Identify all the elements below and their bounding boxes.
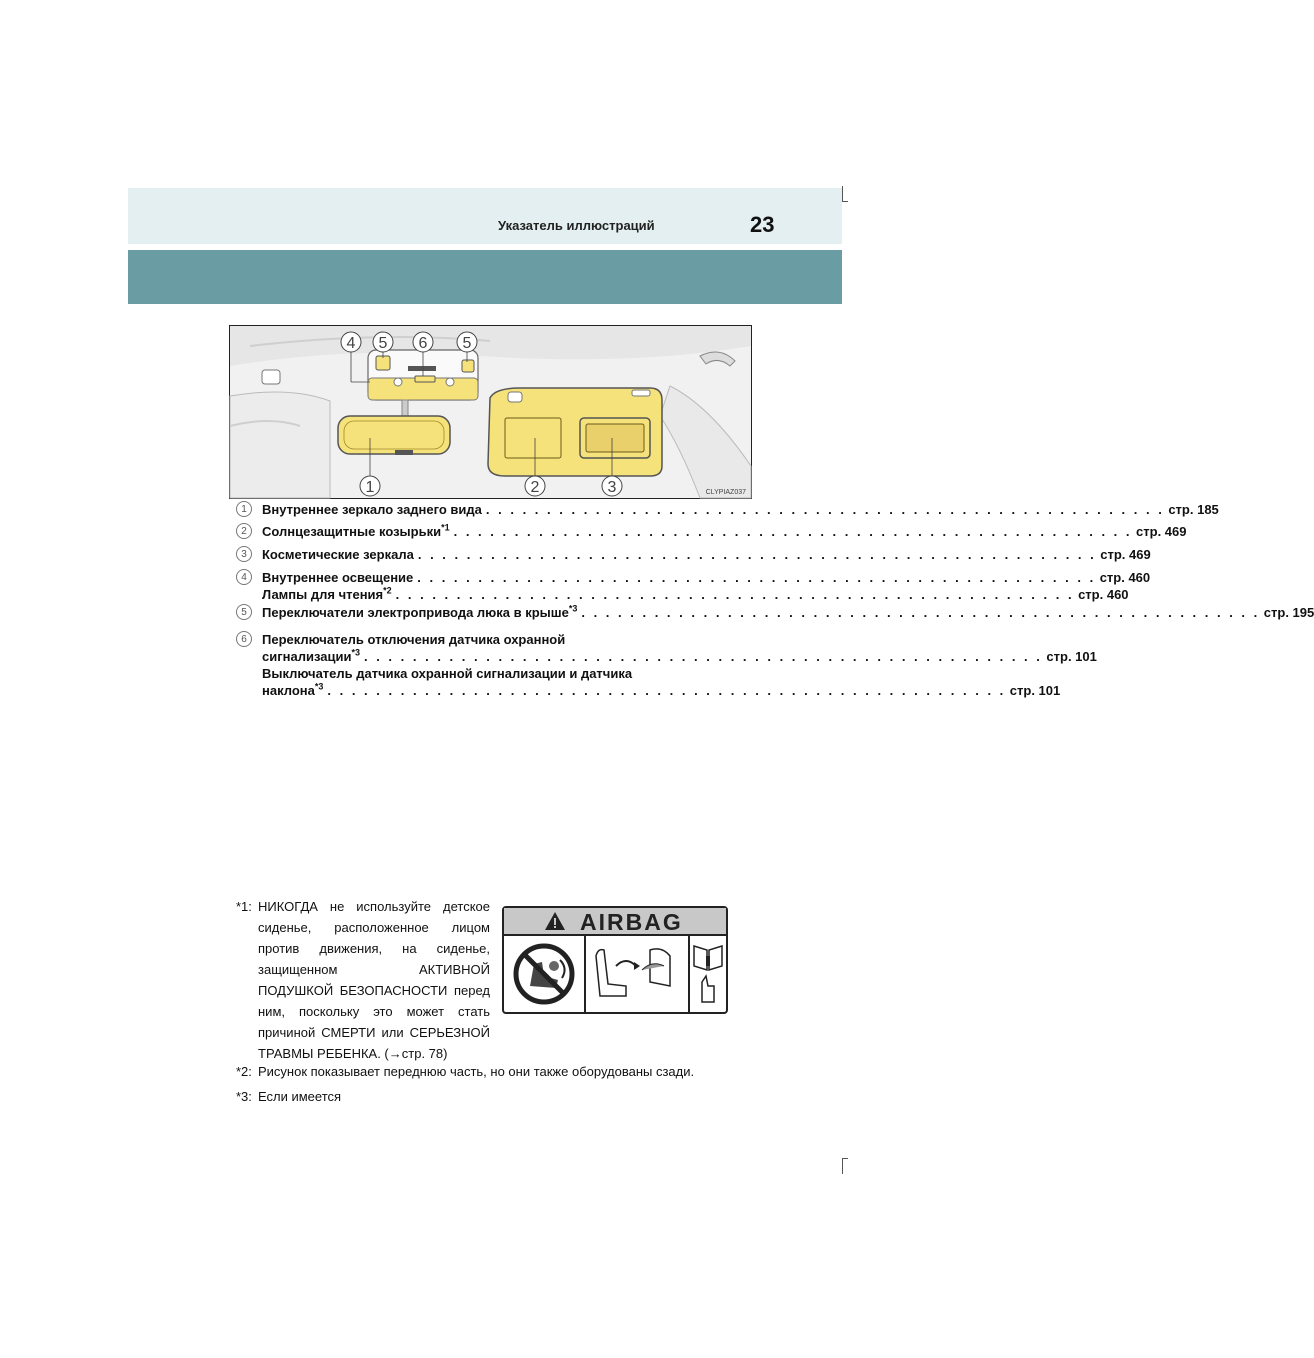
legend-text: Внутреннее освещение — [262, 570, 414, 585]
legend-item-5 — [236, 603, 1314, 622]
footnote-marker: *2: — [236, 1064, 252, 1079]
leader-dots: . . . . . . . . . . . . . . . . . . . . . . . . . . . . . . . . . . . . . . . . . . . . . . . . . . . . . . . . — [453, 524, 1133, 539]
legend-text: Внутреннее зеркало заднего вида — [262, 502, 482, 517]
legend-number-badge: 4 — [236, 569, 252, 585]
footnote-marker: *3: — [236, 1089, 252, 1104]
footnote-2 — [236, 1064, 694, 1079]
footnote-text: НИКОГДА не используйте детское сиденье, расположенное лицом против движения, на сиденье, защищенном АКТИВНОЙ ПОДУШКОЙ БЕЗОПАСНОСТИ перед ним, поскольку это может стать причиной СМЕРТИ или СЕРЬЕЗНОЙ ТРАВМЫ РЕБЕНКА. (→стр. 78) — [258, 899, 490, 1061]
footnote-reference: *1 — [441, 522, 450, 533]
callout-label: 1 — [365, 479, 375, 496]
footnote-text: Рисунок показывает переднюю часть, но они также оборудованы сзади. — [258, 1064, 695, 1079]
page-reference: стр. 469 — [1136, 524, 1187, 539]
page-reference: стр. 101 — [1046, 649, 1097, 664]
page-reference: стр. 195 — [1263, 605, 1314, 620]
overhead-console-illustration — [229, 325, 752, 499]
footnote-text: Если имеется — [258, 1089, 342, 1104]
footnote-reference: *3 — [351, 647, 360, 658]
airbag-warning-label — [502, 906, 728, 1014]
legend-line — [236, 647, 1097, 666]
callout-label: 2 — [530, 479, 540, 496]
page-reference: стр. 185 — [1168, 502, 1219, 517]
legend-text: Косметические зеркала — [262, 547, 414, 562]
legend-text: наклона$^{*3}$ — [262, 681, 324, 698]
legend-line — [236, 632, 726, 649]
legend-number-badge: 1 — [236, 501, 252, 517]
legend-line — [236, 681, 1061, 700]
airbag-word: AIRBAG — [580, 909, 683, 935]
legend-number-badge: 6 — [236, 631, 252, 647]
legend-item-3 — [236, 547, 1151, 564]
legend-text: сигнализации$^{*3}$ — [262, 647, 360, 664]
footnote-1 — [236, 896, 490, 1064]
leader-dots: . . . . . . . . . . . . . . . . . . . . . . . . . . . . . . . . . . . . . . . . . . . . . . . . . . . . . . . . — [417, 547, 1097, 562]
legend-item-4 — [236, 570, 1151, 604]
legend-number-badge: 5 — [236, 604, 252, 620]
warning-triangle-icon — [544, 911, 566, 931]
page-reference: стр. 460 — [1099, 570, 1151, 585]
footnote-3 — [236, 1089, 341, 1104]
teal-section-bar — [128, 250, 842, 304]
legend-number-badge: 2 — [236, 523, 252, 539]
legend-line — [236, 547, 1151, 564]
airbag-deploy-seat-icon — [586, 936, 690, 1012]
legend-line — [236, 666, 726, 683]
section-title: Указатель иллюстраций — [498, 218, 655, 233]
crop-mark-top-right — [842, 186, 843, 202]
read-manual-icon — [690, 936, 726, 1012]
legend-line — [236, 585, 1129, 604]
legend-line — [236, 603, 1314, 622]
page-number: 23 — [750, 212, 775, 237]
illustration-code: CLYPIAZ037 — [705, 489, 746, 496]
legend-text: Переключатель отключения датчика охранной — [262, 632, 566, 647]
footnote-reference: *3 — [314, 681, 324, 692]
footnote-marker: *1: — [236, 899, 252, 914]
legend-text: Солнцезащитные козырьки$^{*1}$ — [262, 522, 450, 539]
legend-line — [236, 502, 1219, 519]
leader-dots: . . . . . . . . . . . . . . . . . . . . . . . . . . . . . . . . . . . . . . . . . . . . . . . . . . . . . . . . — [363, 649, 1043, 664]
leader-dots: . . . . . . . . . . . . . . . . . . . . . . . . . . . . . . . . . . . . . . . . . . . . . . . . . . . . . . . . — [327, 683, 1006, 698]
crop-mark-bottom-right — [842, 1158, 843, 1174]
callout-label: 4 — [346, 335, 356, 352]
page-reference: стр. 469 — [1100, 547, 1151, 562]
header-band — [128, 188, 842, 244]
leader-dots: . . . . . . . . . . . . . . . . . . . . . . . . . . . . . . . . . . . . . . . . . . . . . . . . . . . . . . . . — [417, 570, 1096, 585]
legend-item-2 — [236, 522, 1187, 541]
leader-dots: . . . . . . . . . . . . . . . . . . . . . . . . . . . . . . . . . . . . . . . . . . . . . . . . . . . . . . . . — [485, 502, 1165, 517]
legend-text: Лампы для чтения$^{*2}$ — [262, 585, 392, 602]
callout-label: 6 — [418, 335, 428, 352]
footnote-reference: *2 — [383, 585, 392, 596]
legend-text: Выключатель датчика охранной сигнализации и датчика — [262, 666, 633, 681]
airbag-label-header — [504, 908, 726, 936]
page-reference: стр. 460 — [1078, 587, 1129, 602]
no-rear-facing-seat-icon — [504, 936, 586, 1012]
legend-item-1 — [236, 502, 1219, 519]
callout-label: 5 — [378, 335, 388, 352]
legend-text: Переключатели электропривода люка в крыше$^{*3}$ — [262, 603, 578, 620]
footnote-reference: *3 — [568, 603, 578, 614]
callout-label: 3 — [607, 479, 617, 496]
leader-dots: . . . . . . . . . . . . . . . . . . . . . . . . . . . . . . . . . . . . . . . . . . . . . . . . . . . . . . . . — [395, 587, 1075, 602]
legend-item-6 — [236, 632, 1097, 700]
callout-label: 5 — [462, 335, 472, 352]
legend-line — [236, 522, 1187, 541]
page-reference: стр. 101 — [1009, 683, 1061, 698]
legend-number-badge: 3 — [236, 546, 252, 562]
legend-line — [236, 570, 1151, 587]
leader-dots: . . . . . . . . . . . . . . . . . . . . . . . . . . . . . . . . . . . . . . . . . . . . . . . . . . . . . . . . — [581, 605, 1260, 620]
